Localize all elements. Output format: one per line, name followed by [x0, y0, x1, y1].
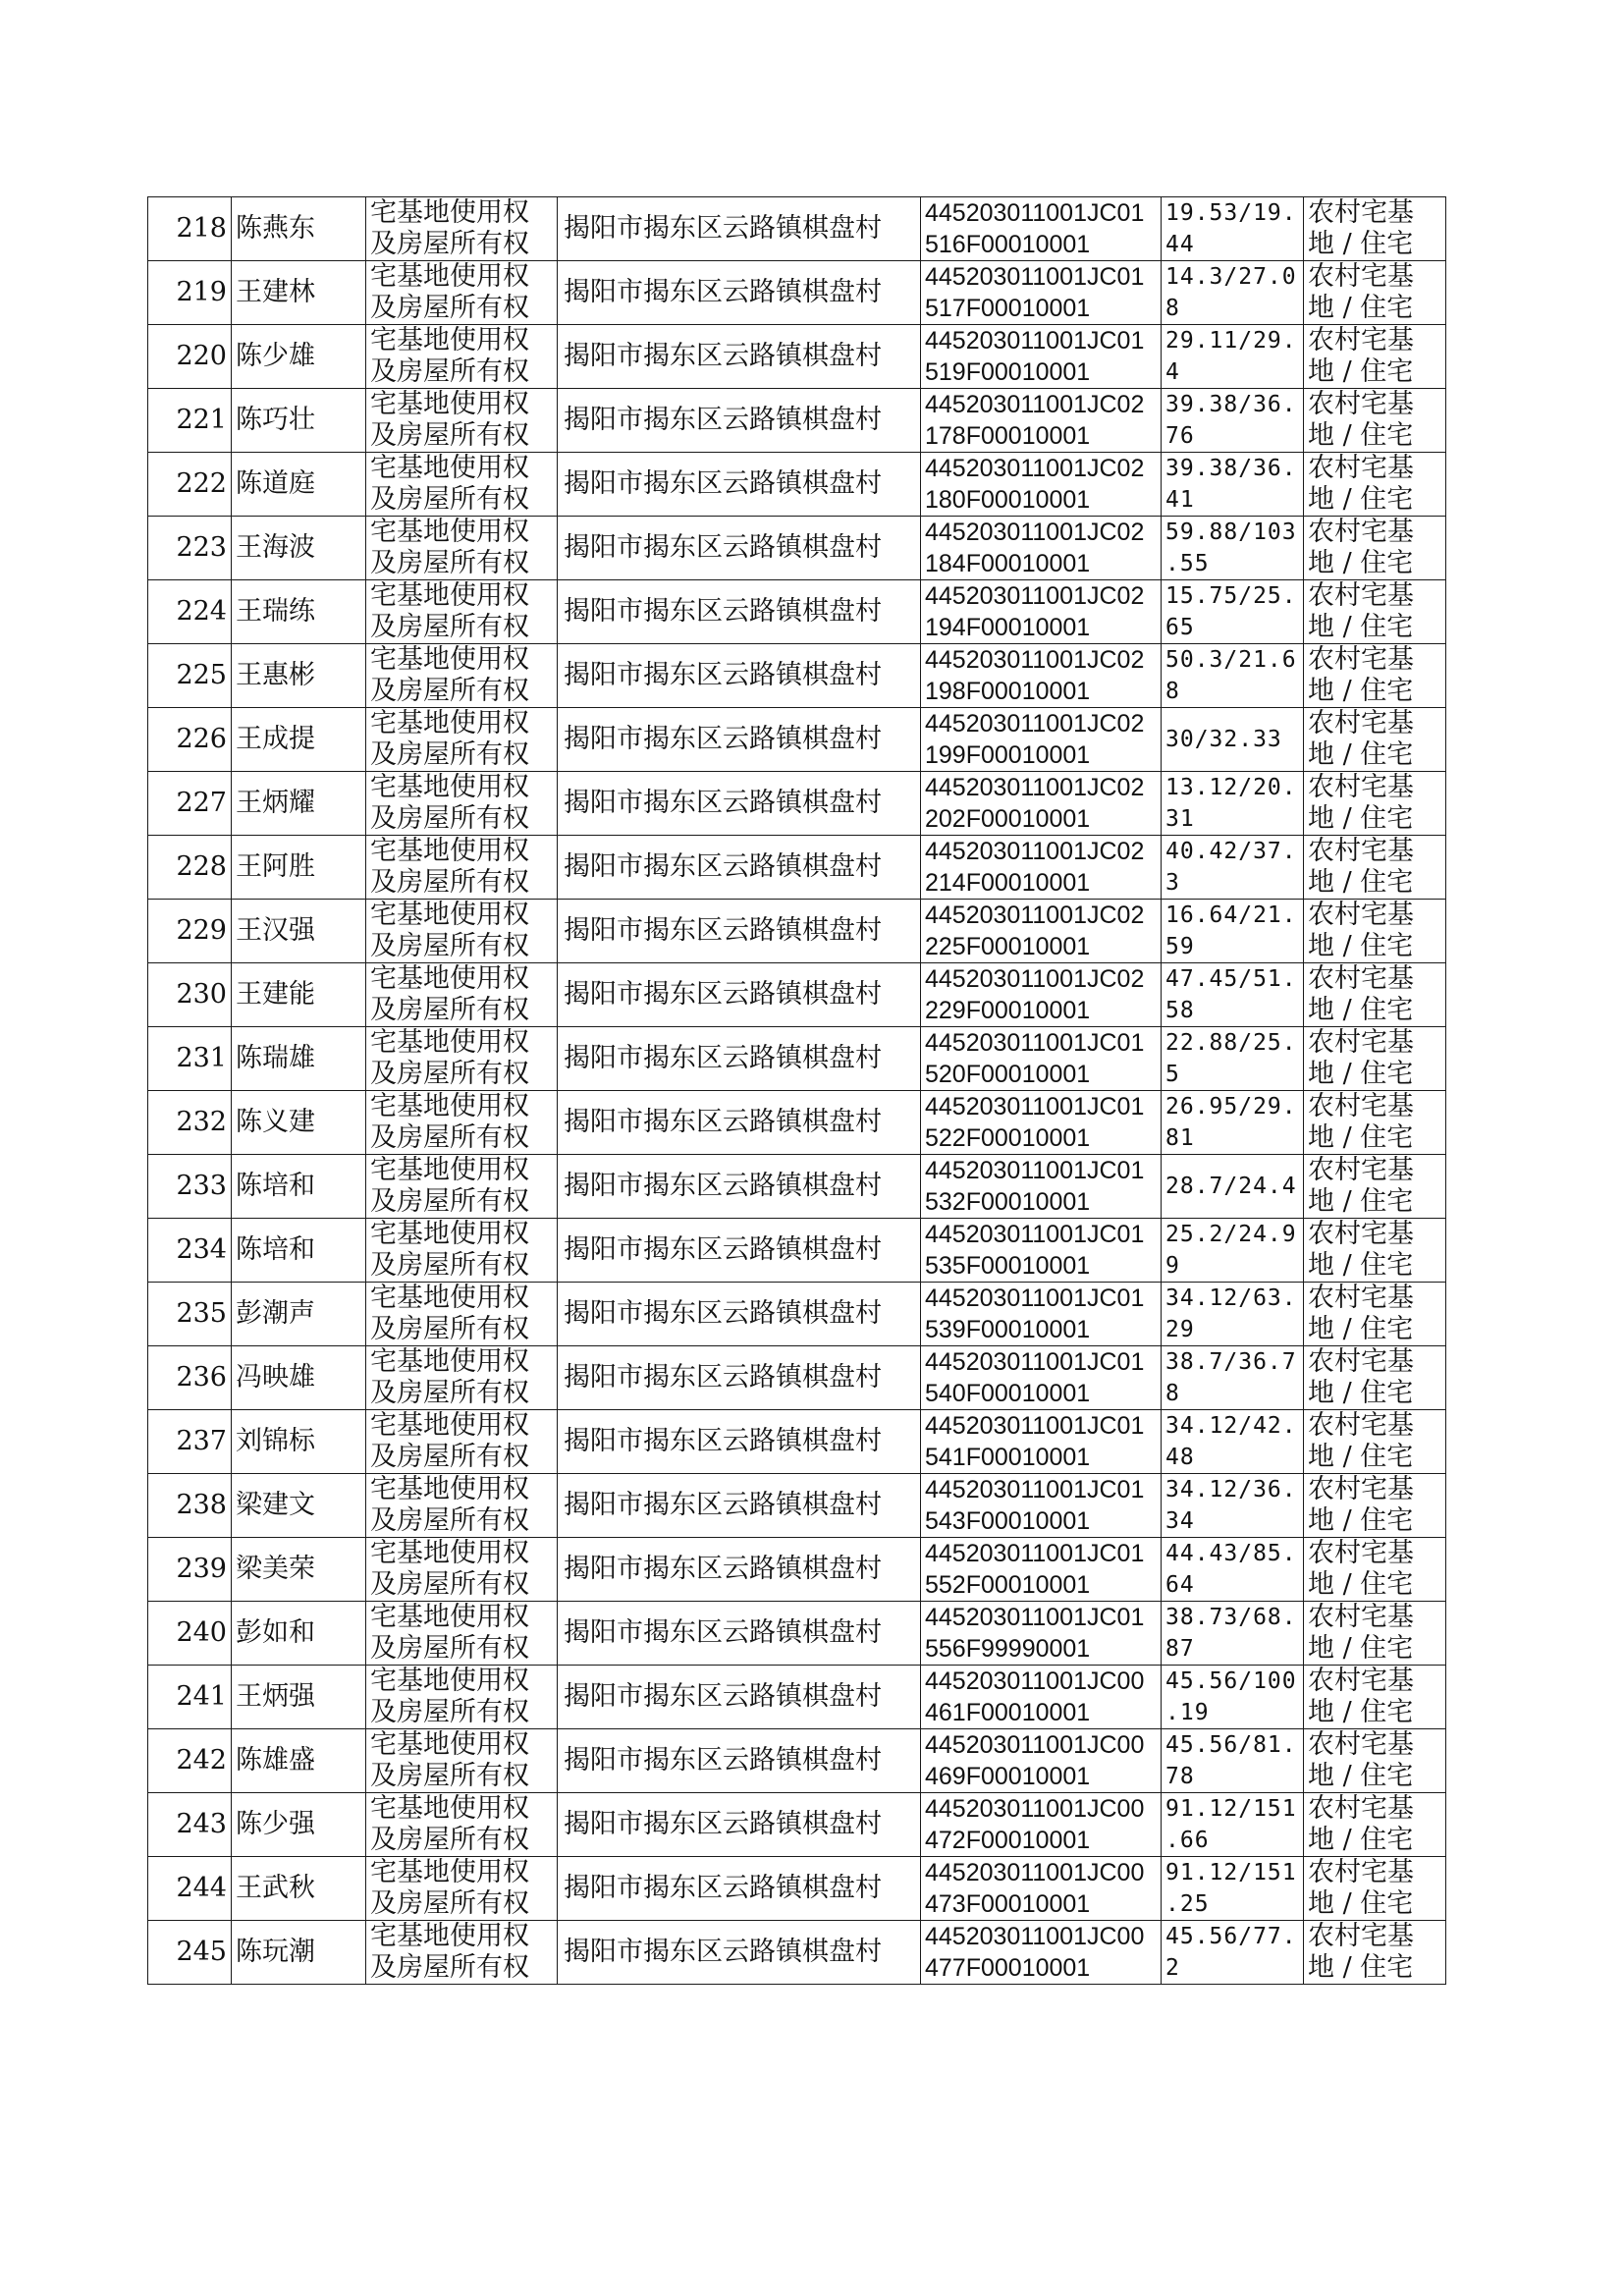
property-location-cell: 揭阳市揭东区云路镇棋盘村 [558, 708, 921, 772]
row-number-cell: 240 [148, 1602, 232, 1666]
row-number-cell: 232 [148, 1091, 232, 1155]
owner-name-cell: 王建能 [232, 963, 366, 1027]
right-type-cell: 宅基地使用权 及房屋所有权 [366, 1474, 558, 1538]
unit-code-cell: 445203011001JC01 522F00010001 [921, 1091, 1162, 1155]
land-use-cell: 农村宅基 地 / 住宅 [1304, 325, 1446, 389]
land-use-cell: 农村宅基 地 / 住宅 [1304, 644, 1446, 708]
property-location-cell: 揭阳市揭东区云路镇棋盘村 [558, 1921, 921, 1985]
owner-name-cell: 陈雄盛 [232, 1729, 366, 1793]
right-type-cell: 宅基地使用权 及房屋所有权 [366, 389, 558, 453]
row-number-cell: 221 [148, 389, 232, 453]
area-value-cell: 45.56/81. 78 [1162, 1729, 1304, 1793]
table-row [148, 900, 1446, 963]
unit-code-cell: 445203011001JC00 469F00010001 [921, 1729, 1162, 1793]
table-row [148, 963, 1446, 1027]
unit-code-cell: 445203011001JC02 180F00010001 [921, 453, 1162, 517]
area-value-cell: 38.7/36.7 8 [1162, 1346, 1304, 1410]
land-use-cell: 农村宅基 地 / 住宅 [1304, 1283, 1446, 1346]
right-type-cell: 宅基地使用权 及房屋所有权 [366, 1091, 558, 1155]
land-use-cell: 农村宅基 地 / 住宅 [1304, 1793, 1446, 1857]
owner-name-cell: 陈培和 [232, 1219, 366, 1283]
table-row [148, 453, 1446, 517]
area-value-cell: 45.56/77. 2 [1162, 1921, 1304, 1985]
right-type-cell: 宅基地使用权 及房屋所有权 [366, 1602, 558, 1666]
area-value-cell: 59.88/103 .55 [1162, 517, 1304, 580]
property-location-cell: 揭阳市揭东区云路镇棋盘村 [558, 1155, 921, 1219]
table-row [148, 1219, 1446, 1283]
property-location-cell: 揭阳市揭东区云路镇棋盘村 [558, 1219, 921, 1283]
row-number-cell: 233 [148, 1155, 232, 1219]
owner-name-cell: 刘锦标 [232, 1410, 366, 1474]
row-number-cell: 245 [148, 1921, 232, 1985]
right-type-cell: 宅基地使用权 及房屋所有权 [366, 1793, 558, 1857]
unit-code-cell: 445203011001JC01 535F00010001 [921, 1219, 1162, 1283]
owner-name-cell: 王瑞练 [232, 580, 366, 644]
owner-name-cell: 王汉强 [232, 900, 366, 963]
row-number-cell: 226 [148, 708, 232, 772]
land-use-cell: 农村宅基 地 / 住宅 [1304, 900, 1446, 963]
land-use-cell: 农村宅基 地 / 住宅 [1304, 1857, 1446, 1921]
property-location-cell: 揭阳市揭东区云路镇棋盘村 [558, 453, 921, 517]
row-number-cell: 230 [148, 963, 232, 1027]
owner-name-cell: 王成提 [232, 708, 366, 772]
owner-name-cell: 梁美荣 [232, 1538, 366, 1602]
row-number-cell: 224 [148, 580, 232, 644]
owner-name-cell: 王炳强 [232, 1666, 366, 1729]
unit-code-cell: 445203011001JC02 199F00010001 [921, 708, 1162, 772]
land-use-cell: 农村宅基 地 / 住宅 [1304, 580, 1446, 644]
table-row [148, 708, 1446, 772]
unit-code-cell: 445203011001JC02 229F00010001 [921, 963, 1162, 1027]
property-location-cell: 揭阳市揭东区云路镇棋盘村 [558, 389, 921, 453]
property-location-cell: 揭阳市揭东区云路镇棋盘村 [558, 1857, 921, 1921]
unit-code-cell: 445203011001JC00 477F00010001 [921, 1921, 1162, 1985]
row-number-cell: 219 [148, 261, 232, 325]
unit-code-cell: 445203011001JC01 556F99990001 [921, 1602, 1162, 1666]
property-location-cell: 揭阳市揭东区云路镇棋盘村 [558, 1793, 921, 1857]
table-row [148, 836, 1446, 900]
table-row [148, 1857, 1446, 1921]
property-location-cell: 揭阳市揭东区云路镇棋盘村 [558, 261, 921, 325]
land-use-cell: 农村宅基 地 / 住宅 [1304, 1921, 1446, 1985]
unit-code-cell: 445203011001JC01 539F00010001 [921, 1283, 1162, 1346]
owner-name-cell: 陈瑞雄 [232, 1027, 366, 1091]
unit-code-cell: 445203011001JC02 202F00010001 [921, 772, 1162, 836]
area-value-cell: 19.53/19. 44 [1162, 197, 1304, 261]
property-location-cell: 揭阳市揭东区云路镇棋盘村 [558, 1474, 921, 1538]
right-type-cell: 宅基地使用权 及房屋所有权 [366, 1921, 558, 1985]
area-value-cell: 29.11/29. 4 [1162, 325, 1304, 389]
table-row [148, 261, 1446, 325]
property-location-cell: 揭阳市揭东区云路镇棋盘村 [558, 644, 921, 708]
land-use-cell: 农村宅基 地 / 住宅 [1304, 1027, 1446, 1091]
owner-name-cell: 陈道庭 [232, 453, 366, 517]
table-row [148, 1410, 1446, 1474]
row-number-cell: 234 [148, 1219, 232, 1283]
table-row [148, 1729, 1446, 1793]
owner-name-cell: 王惠彬 [232, 644, 366, 708]
land-use-cell: 农村宅基 地 / 住宅 [1304, 197, 1446, 261]
right-type-cell: 宅基地使用权 及房屋所有权 [366, 1410, 558, 1474]
area-value-cell: 39.38/36. 41 [1162, 453, 1304, 517]
property-location-cell: 揭阳市揭东区云路镇棋盘村 [558, 197, 921, 261]
table-row [148, 580, 1446, 644]
property-location-cell: 揭阳市揭东区云路镇棋盘村 [558, 836, 921, 900]
area-value-cell: 34.12/63. 29 [1162, 1283, 1304, 1346]
table-row [148, 1793, 1446, 1857]
property-location-cell: 揭阳市揭东区云路镇棋盘村 [558, 580, 921, 644]
owner-name-cell: 陈义建 [232, 1091, 366, 1155]
table-row [148, 1155, 1446, 1219]
table-row [148, 1921, 1446, 1985]
table-body [148, 197, 1446, 1985]
area-value-cell: 38.73/68. 87 [1162, 1602, 1304, 1666]
property-rights-table [147, 196, 1446, 1985]
land-use-cell: 农村宅基 地 / 住宅 [1304, 836, 1446, 900]
property-location-cell: 揭阳市揭东区云路镇棋盘村 [558, 1346, 921, 1410]
table-row [148, 772, 1446, 836]
right-type-cell: 宅基地使用权 及房屋所有权 [366, 1538, 558, 1602]
area-value-cell: 50.3/21.6 8 [1162, 644, 1304, 708]
land-use-cell: 农村宅基 地 / 住宅 [1304, 708, 1446, 772]
area-value-cell: 47.45/51. 58 [1162, 963, 1304, 1027]
area-value-cell: 91.12/151 .66 [1162, 1793, 1304, 1857]
area-value-cell: 28.7/24.4 [1162, 1155, 1304, 1219]
right-type-cell: 宅基地使用权 及房屋所有权 [366, 325, 558, 389]
owner-name-cell: 陈玩潮 [232, 1921, 366, 1985]
property-location-cell: 揭阳市揭东区云路镇棋盘村 [558, 517, 921, 580]
area-value-cell: 44.43/85. 64 [1162, 1538, 1304, 1602]
owner-name-cell: 陈培和 [232, 1155, 366, 1219]
unit-code-cell: 445203011001JC01 543F00010001 [921, 1474, 1162, 1538]
table-row [148, 1538, 1446, 1602]
unit-code-cell: 445203011001JC00 461F00010001 [921, 1666, 1162, 1729]
owner-name-cell: 王海波 [232, 517, 366, 580]
unit-code-cell: 445203011001JC02 178F00010001 [921, 389, 1162, 453]
property-location-cell: 揭阳市揭东区云路镇棋盘村 [558, 1283, 921, 1346]
area-value-cell: 22.88/25. 5 [1162, 1027, 1304, 1091]
table-row [148, 1666, 1446, 1729]
land-use-cell: 农村宅基 地 / 住宅 [1304, 772, 1446, 836]
land-use-cell: 农村宅基 地 / 住宅 [1304, 389, 1446, 453]
right-type-cell: 宅基地使用权 及房屋所有权 [366, 644, 558, 708]
area-value-cell: 26.95/29. 81 [1162, 1091, 1304, 1155]
row-number-cell: 238 [148, 1474, 232, 1538]
right-type-cell: 宅基地使用权 及房屋所有权 [366, 772, 558, 836]
unit-code-cell: 445203011001JC01 520F00010001 [921, 1027, 1162, 1091]
right-type-cell: 宅基地使用权 及房屋所有权 [366, 197, 558, 261]
land-use-cell: 农村宅基 地 / 住宅 [1304, 453, 1446, 517]
unit-code-cell: 445203011001JC00 473F00010001 [921, 1857, 1162, 1921]
owner-name-cell: 陈少强 [232, 1793, 366, 1857]
right-type-cell: 宅基地使用权 及房屋所有权 [366, 261, 558, 325]
unit-code-cell: 445203011001JC02 214F00010001 [921, 836, 1162, 900]
table-row [148, 325, 1446, 389]
table-row [148, 1027, 1446, 1091]
right-type-cell: 宅基地使用权 及房屋所有权 [366, 1729, 558, 1793]
right-type-cell: 宅基地使用权 及房屋所有权 [366, 1666, 558, 1729]
unit-code-cell: 445203011001JC01 519F00010001 [921, 325, 1162, 389]
row-number-cell: 239 [148, 1538, 232, 1602]
right-type-cell: 宅基地使用权 及房屋所有权 [366, 517, 558, 580]
area-value-cell: 40.42/37. 3 [1162, 836, 1304, 900]
row-number-cell: 218 [148, 197, 232, 261]
area-value-cell: 30/32.33 [1162, 708, 1304, 772]
right-type-cell: 宅基地使用权 及房屋所有权 [366, 708, 558, 772]
row-number-cell: 222 [148, 453, 232, 517]
land-use-cell: 农村宅基 地 / 住宅 [1304, 1729, 1446, 1793]
row-number-cell: 236 [148, 1346, 232, 1410]
unit-code-cell: 445203011001JC01 532F00010001 [921, 1155, 1162, 1219]
property-location-cell: 揭阳市揭东区云路镇棋盘村 [558, 1666, 921, 1729]
area-value-cell: 45.56/100 .19 [1162, 1666, 1304, 1729]
property-location-cell: 揭阳市揭东区云路镇棋盘村 [558, 325, 921, 389]
land-use-cell: 农村宅基 地 / 住宅 [1304, 1219, 1446, 1283]
property-location-cell: 揭阳市揭东区云路镇棋盘村 [558, 1602, 921, 1666]
unit-code-cell: 445203011001JC01 541F00010001 [921, 1410, 1162, 1474]
area-value-cell: 34.12/36. 34 [1162, 1474, 1304, 1538]
table-row [148, 1283, 1446, 1346]
right-type-cell: 宅基地使用权 及房屋所有权 [366, 963, 558, 1027]
table-row [148, 517, 1446, 580]
owner-name-cell: 冯映雄 [232, 1346, 366, 1410]
table-row [148, 1091, 1446, 1155]
area-value-cell: 34.12/42. 48 [1162, 1410, 1304, 1474]
right-type-cell: 宅基地使用权 及房屋所有权 [366, 1346, 558, 1410]
land-use-cell: 农村宅基 地 / 住宅 [1304, 1666, 1446, 1729]
right-type-cell: 宅基地使用权 及房屋所有权 [366, 1283, 558, 1346]
right-type-cell: 宅基地使用权 及房屋所有权 [366, 580, 558, 644]
land-use-cell: 农村宅基 地 / 住宅 [1304, 1474, 1446, 1538]
table-row [148, 1474, 1446, 1538]
row-number-cell: 227 [148, 772, 232, 836]
right-type-cell: 宅基地使用权 及房屋所有权 [366, 1155, 558, 1219]
unit-code-cell: 445203011001JC02 198F00010001 [921, 644, 1162, 708]
right-type-cell: 宅基地使用权 及房屋所有权 [366, 836, 558, 900]
owner-name-cell: 陈燕东 [232, 197, 366, 261]
land-use-cell: 农村宅基 地 / 住宅 [1304, 1155, 1446, 1219]
unit-code-cell: 445203011001JC02 225F00010001 [921, 900, 1162, 963]
area-value-cell: 39.38/36. 76 [1162, 389, 1304, 453]
row-number-cell: 223 [148, 517, 232, 580]
table-row [148, 644, 1446, 708]
unit-code-cell: 445203011001JC01 552F00010001 [921, 1538, 1162, 1602]
land-use-cell: 农村宅基 地 / 住宅 [1304, 1602, 1446, 1666]
right-type-cell: 宅基地使用权 及房屋所有权 [366, 453, 558, 517]
land-use-cell: 农村宅基 地 / 住宅 [1304, 1091, 1446, 1155]
right-type-cell: 宅基地使用权 及房屋所有权 [366, 1219, 558, 1283]
land-use-cell: 农村宅基 地 / 住宅 [1304, 1410, 1446, 1474]
area-value-cell: 13.12/20. 31 [1162, 772, 1304, 836]
owner-name-cell: 彭如和 [232, 1602, 366, 1666]
owner-name-cell: 王建林 [232, 261, 366, 325]
property-location-cell: 揭阳市揭东区云路镇棋盘村 [558, 1091, 921, 1155]
property-location-cell: 揭阳市揭东区云路镇棋盘村 [558, 772, 921, 836]
property-location-cell: 揭阳市揭东区云路镇棋盘村 [558, 1729, 921, 1793]
property-location-cell: 揭阳市揭东区云路镇棋盘村 [558, 1410, 921, 1474]
owner-name-cell: 王武秋 [232, 1857, 366, 1921]
area-value-cell: 15.75/25. 65 [1162, 580, 1304, 644]
table-row [148, 1602, 1446, 1666]
row-number-cell: 241 [148, 1666, 232, 1729]
land-use-cell: 农村宅基 地 / 住宅 [1304, 517, 1446, 580]
row-number-cell: 229 [148, 900, 232, 963]
property-location-cell: 揭阳市揭东区云路镇棋盘村 [558, 963, 921, 1027]
table-row [148, 197, 1446, 261]
owner-name-cell: 王炳耀 [232, 772, 366, 836]
property-location-cell: 揭阳市揭东区云路镇棋盘村 [558, 900, 921, 963]
row-number-cell: 231 [148, 1027, 232, 1091]
row-number-cell: 225 [148, 644, 232, 708]
row-number-cell: 235 [148, 1283, 232, 1346]
owner-name-cell: 彭潮声 [232, 1283, 366, 1346]
right-type-cell: 宅基地使用权 及房屋所有权 [366, 1857, 558, 1921]
area-value-cell: 14.3/27.0 8 [1162, 261, 1304, 325]
unit-code-cell: 445203011001JC01 540F00010001 [921, 1346, 1162, 1410]
property-location-cell: 揭阳市揭东区云路镇棋盘村 [558, 1538, 921, 1602]
owner-name-cell: 陈少雄 [232, 325, 366, 389]
property-location-cell: 揭阳市揭东区云路镇棋盘村 [558, 1027, 921, 1091]
unit-code-cell: 445203011001JC02 184F00010001 [921, 517, 1162, 580]
owner-name-cell: 梁建文 [232, 1474, 366, 1538]
unit-code-cell: 445203011001JC02 194F00010001 [921, 580, 1162, 644]
row-number-cell: 228 [148, 836, 232, 900]
land-use-cell: 农村宅基 地 / 住宅 [1304, 1538, 1446, 1602]
row-number-cell: 237 [148, 1410, 232, 1474]
area-value-cell: 91.12/151 .25 [1162, 1857, 1304, 1921]
unit-code-cell: 445203011001JC01 517F00010001 [921, 261, 1162, 325]
land-use-cell: 农村宅基 地 / 住宅 [1304, 963, 1446, 1027]
area-value-cell: 25.2/24.9 9 [1162, 1219, 1304, 1283]
row-number-cell: 242 [148, 1729, 232, 1793]
land-use-cell: 农村宅基 地 / 住宅 [1304, 261, 1446, 325]
row-number-cell: 243 [148, 1793, 232, 1857]
right-type-cell: 宅基地使用权 及房屋所有权 [366, 900, 558, 963]
unit-code-cell: 445203011001JC01 516F00010001 [921, 197, 1162, 261]
unit-code-cell: 445203011001JC00 472F00010001 [921, 1793, 1162, 1857]
owner-name-cell: 陈巧壮 [232, 389, 366, 453]
area-value-cell: 16.64/21. 59 [1162, 900, 1304, 963]
land-use-cell: 农村宅基 地 / 住宅 [1304, 1346, 1446, 1410]
owner-name-cell: 王阿胜 [232, 836, 366, 900]
row-number-cell: 244 [148, 1857, 232, 1921]
table-row [148, 1346, 1446, 1410]
table-row [148, 389, 1446, 453]
row-number-cell: 220 [148, 325, 232, 389]
right-type-cell: 宅基地使用权 及房屋所有权 [366, 1027, 558, 1091]
